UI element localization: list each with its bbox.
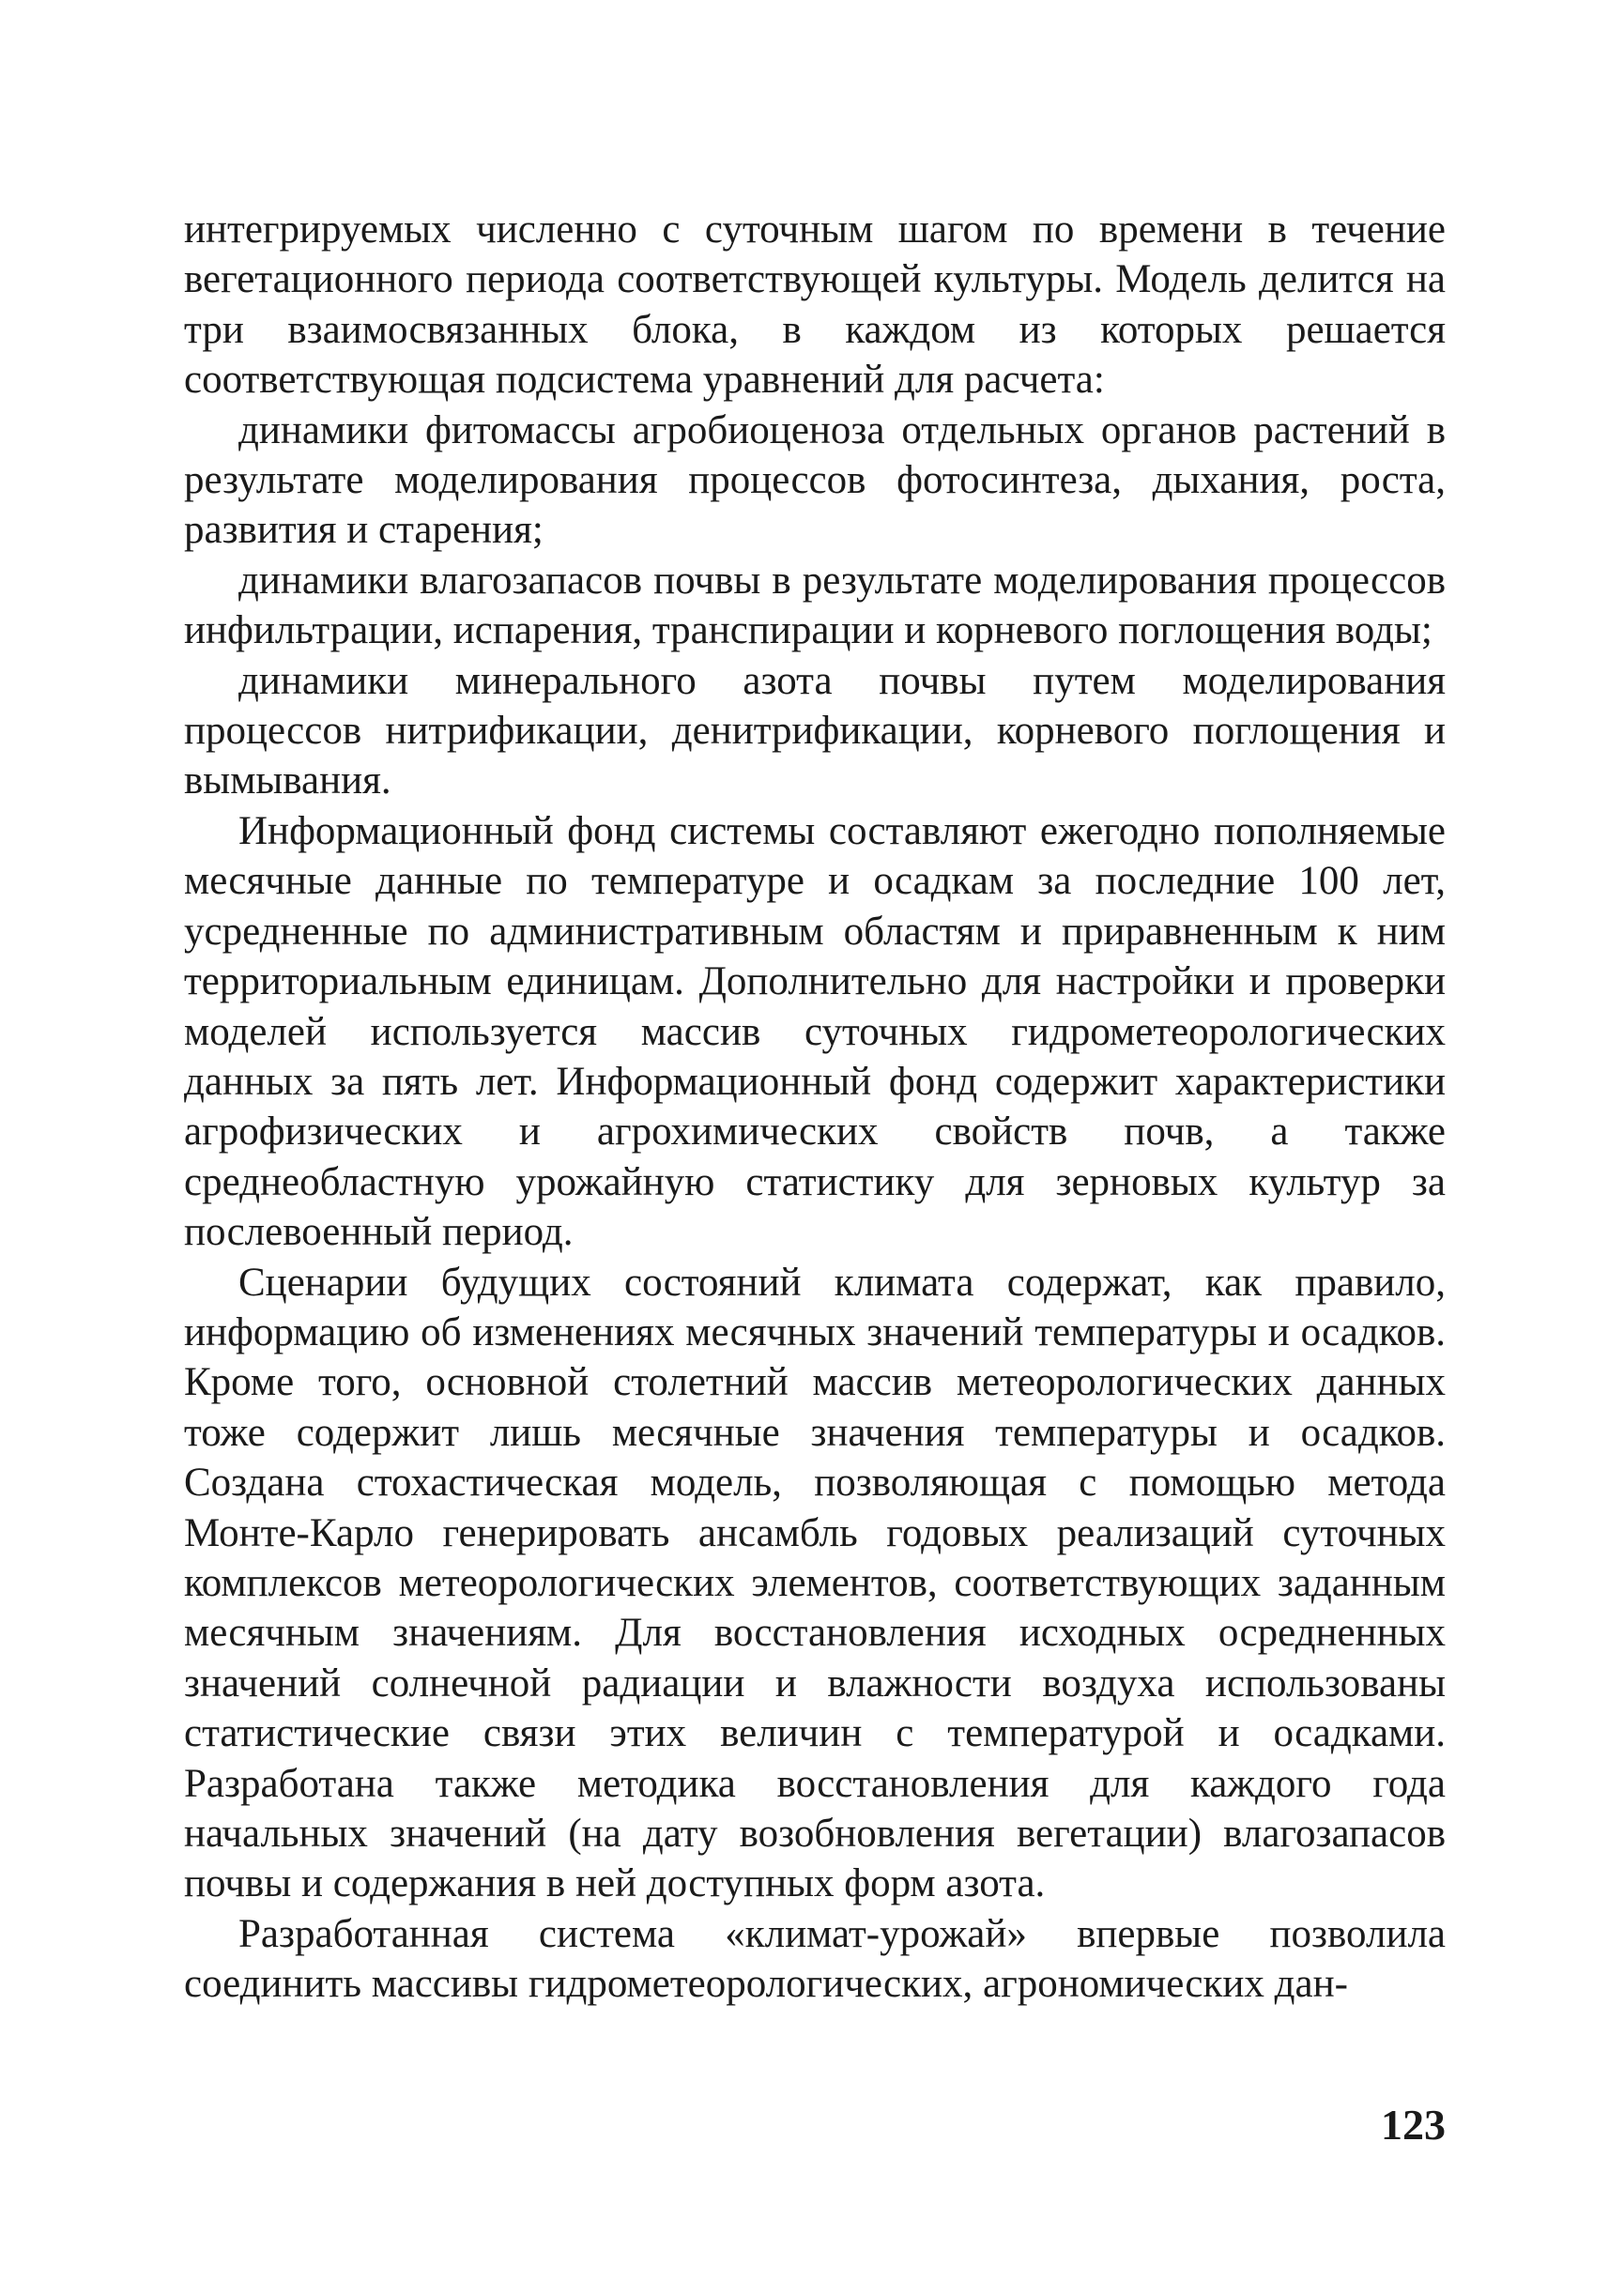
paragraph-7: Разработанная система «климат-урожай» впервые позволила соединить массивы гидрометеорологических, агрономических дан- xyxy=(184,1911,1446,2007)
paragraph-4: динамики минерального азота почвы путем моделирования процессов нитрификации, денитрификации, корневого поглощения и вымывания. xyxy=(184,658,1446,803)
paragraph-1: интегрируемых численно с суточным шагом по времени в течение вегетационного периода соответствующей культуры. Модель делится на три взаимосвязанных блока, в каждом из которых решается соответствующая подсистема уравнений для расчета: xyxy=(184,207,1446,403)
paragraph-5: Информационный фонд системы составляют ежегодно пополняемые месячные данные по температуре и осадкам за последние 100 лет, усредненные по административным областям и приравненным к ним территориальным единицам. Дополнительно для настройки и проверки моделей используется массив суточных гидрометеорологических данных за пять лет. Информационный фонд содержит характеристики агрофизических и агрохимических свойств почв, а также среднеобластную урожайную статистику для зерновых культур за послевоенный период. xyxy=(184,808,1446,1255)
page-number: 123 xyxy=(1381,2101,1446,2149)
paragraph-6: Сценарии будущих состояний климата содержат, как правило, информацию об изменениях месячных значений температуры и осадков. Кроме того, основной столетний массив метеорологических данных тоже содержит лишь месячные значения температуры и осадков. Создана стохастическая модель, позволяющая с помощью метода Монте-Карло генерировать ансамбль годовых реализаций суточных комплексов метеорологических элементов, соответствующих заданным месячным значениям. Для восстановления исходных осредненных значений солнечной радиации и влажности воздуха использованы статистические связи этих величин с температурой и осадками. Разработана также методика восстановления для каждого года начальных значений (на дату возобновления вегетации) влагозапасов почвы и содержания в ней доступных форм азота. xyxy=(184,1260,1446,1906)
paragraph-3: динамики влагозапасов почвы в результате моделирования процессов инфильтрации, испарения, транспирации и корневого поглощения воды; xyxy=(184,558,1446,653)
body-text xyxy=(184,205,1446,2010)
paragraph-2: динамики фитомассы агробиоценоза отдельных органов растений в результате моделирования процессов фотосинтеза, дыхания, роста, развития и старения; xyxy=(184,407,1446,553)
